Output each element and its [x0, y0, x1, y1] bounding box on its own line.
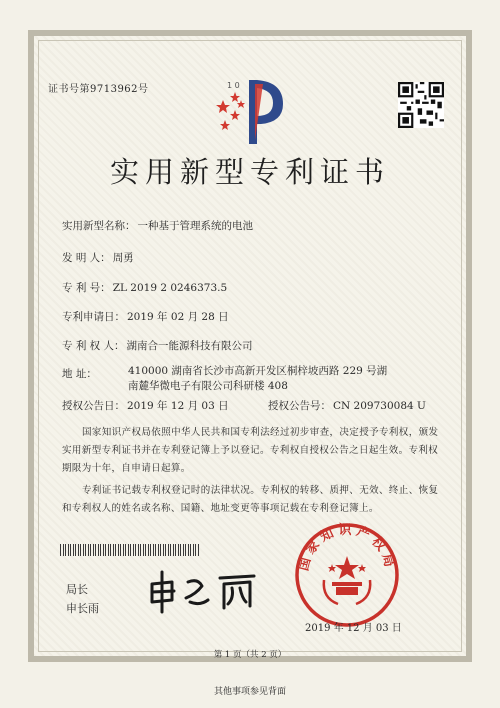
- official-seal-icon: [292, 520, 402, 630]
- utility-model-name-label: 实用新型名称：: [62, 220, 136, 232]
- inventor-label: 发 明 人：: [62, 252, 111, 264]
- barcode: [60, 544, 200, 556]
- patent-number-value: ZL 2019 2 0246373.5: [112, 282, 228, 294]
- svg-text:国家知识产权局: 国家知识产权局: [296, 523, 398, 573]
- address-value: 410000 湖南省长沙市高新开发区桐梓坡西路 229 号湖南麓华微电子有限公司科研楼 408: [128, 365, 388, 392]
- grant-date: [62, 398, 229, 413]
- certificate-number: 证书号第9713962号: [48, 84, 149, 95]
- patentee: [62, 338, 253, 353]
- grant-publication-number: [268, 398, 426, 413]
- director-name: 申长雨: [66, 602, 99, 615]
- filing-date-label: 专利申请日：: [62, 311, 125, 323]
- grant-date-value: 2019 年 12 月 03 日: [127, 400, 229, 412]
- svg-text:1 0: 1 0: [227, 81, 240, 90]
- patent-number: [62, 280, 227, 295]
- inventor-value: 周勇: [112, 252, 134, 264]
- filing-date: [62, 309, 229, 324]
- director-title: 局长: [66, 583, 88, 596]
- grant-publication-number-label: 授权公告号：: [268, 400, 331, 412]
- grant-publication-number-value: CN 209730084 U: [333, 400, 426, 412]
- patentee-label: 专 利 权 人：: [62, 340, 125, 352]
- director-signature: [142, 566, 272, 616]
- patent-number-label: 专 利 号：: [62, 282, 111, 294]
- qr-code-icon: [398, 82, 444, 128]
- inventor: [62, 250, 134, 265]
- address-label: 地 址：: [62, 368, 97, 380]
- grant-date-label: 授权公告日：: [62, 400, 125, 412]
- grant-statement: 国家知识产权局依照中华人民共和国专利法经过初步审查，决定授予专利权，颁发实用新型专利证书并在专利登记簿上予以登记。专利权自授权公告之日起生效。专利权期限为十年，自申请日起算。: [62, 427, 439, 474]
- utility-model-name: [62, 218, 253, 233]
- page-number: 第 1 页（共 2 页）: [213, 650, 287, 660]
- filing-date-value: 2019 年 02 月 28 日: [127, 311, 229, 323]
- certificate-title: 实用新型专利证书: [109, 155, 390, 189]
- patentee-value: 湖南合一能源科技有限公司: [126, 340, 253, 352]
- seal-date: 2019 年 12 月 03 日: [305, 623, 402, 634]
- legal-status-note: 专利证书记载专利权登记时的法律状况。专利权的转移、质押、无效、终止、恢复和专利权人的姓名或名称、国籍、地址变更等事项记载在专利登记簿上。: [62, 485, 439, 514]
- utility-model-name-value: 一种基于管理系统的电池: [137, 220, 253, 232]
- patent-office-logo-icon: [205, 70, 300, 150]
- footnote: 其他事项参见背面: [213, 687, 286, 697]
